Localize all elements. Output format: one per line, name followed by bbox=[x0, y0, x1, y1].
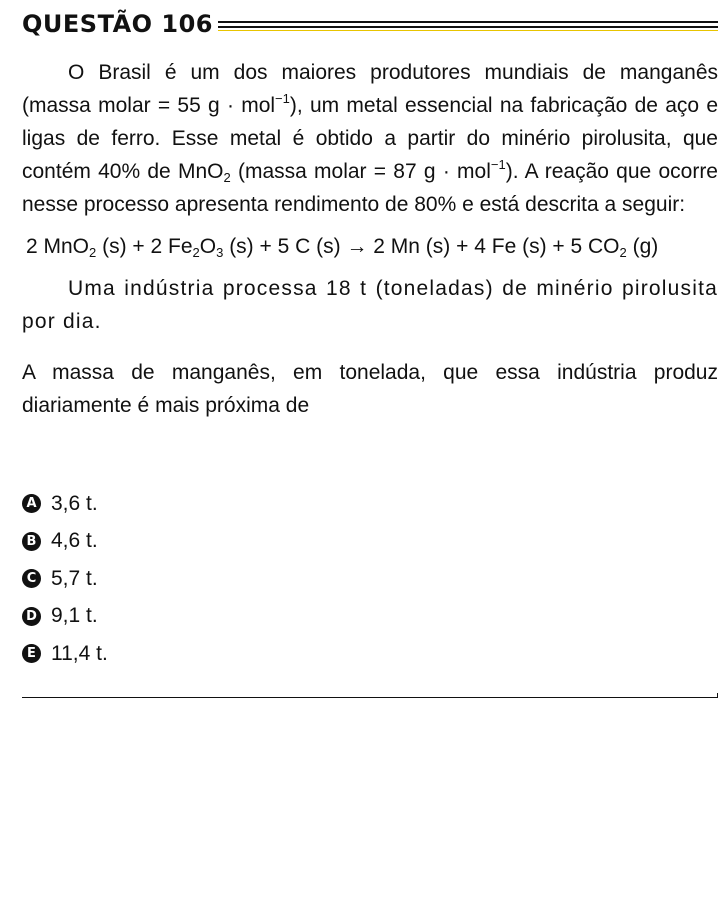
eq-part: (g) bbox=[626, 235, 659, 258]
eq-part: O bbox=[199, 235, 217, 258]
question-header bbox=[22, 8, 718, 40]
option-e[interactable] bbox=[22, 635, 108, 673]
option-letter-badge: C bbox=[22, 569, 41, 588]
context-paragraph: Uma indústria processa 18 t (toneladas) de minério pirolusita por dia. bbox=[22, 277, 718, 333]
chemical-equation bbox=[26, 230, 718, 263]
question-title: QUESTÃO 106 bbox=[22, 10, 214, 38]
option-text: 4,6 t. bbox=[51, 529, 98, 553]
header-rule-bottom bbox=[218, 26, 718, 28]
exponent: −1 bbox=[275, 91, 290, 106]
option-a[interactable] bbox=[22, 485, 108, 523]
answer-options bbox=[22, 485, 108, 673]
option-letter-badge: A bbox=[22, 494, 41, 513]
eq-subscript: 2 bbox=[619, 245, 627, 260]
option-text: 9,1 t. bbox=[51, 604, 98, 628]
footer-divider bbox=[22, 697, 718, 698]
option-letter-badge: D bbox=[22, 607, 41, 626]
eq-subscript: 2 bbox=[89, 245, 97, 260]
statement-text-3: (massa molar = 87 g · mol bbox=[230, 160, 491, 183]
option-c[interactable] bbox=[22, 560, 108, 598]
footer-divider-tick bbox=[717, 693, 718, 698]
question-prompt: A massa de manganês, em tonelada, que essa indústria produz diariamente é mais próxima de bbox=[22, 361, 718, 417]
exponent: −1 bbox=[490, 157, 506, 172]
eq-part: (s) + 2 Fe bbox=[96, 235, 193, 258]
eq-part: (s) + 5 C (s) → 2 Mn (s) + 4 Fe (s) + 5 CO bbox=[223, 235, 620, 258]
option-letter-badge: B bbox=[22, 532, 41, 551]
header-rule-accent bbox=[218, 30, 718, 31]
eq-part: 2 MnO bbox=[26, 235, 90, 258]
statement-text-4: ). A reação que ocorre nesse processo apresenta rendimento de 80% e está descrita a seguir: bbox=[22, 160, 718, 216]
statement-text-2: ), um metal essencial na fabricação de aço e ligas de ferro. Esse metal é obtido a partir do minério pirolusita, que contém 40% de MnO bbox=[22, 94, 718, 183]
option-text: 3,6 t. bbox=[51, 491, 98, 515]
option-b[interactable] bbox=[22, 523, 108, 561]
option-text: 5,7 t. bbox=[51, 566, 98, 590]
header-rule-top bbox=[218, 21, 718, 23]
option-d[interactable] bbox=[22, 598, 108, 636]
statement-text-1: O Brasil é um dos maiores produtores mundiais de manganês (massa molar = 55 g · mol bbox=[22, 61, 718, 117]
eq-subscript: 3 bbox=[216, 245, 224, 260]
subscript: 2 bbox=[223, 170, 231, 185]
option-text: 11,4 t. bbox=[51, 641, 108, 665]
statement-paragraph bbox=[22, 56, 718, 221]
option-letter-badge: E bbox=[22, 644, 41, 663]
eq-subscript: 2 bbox=[192, 245, 200, 260]
question-body bbox=[22, 56, 718, 422]
